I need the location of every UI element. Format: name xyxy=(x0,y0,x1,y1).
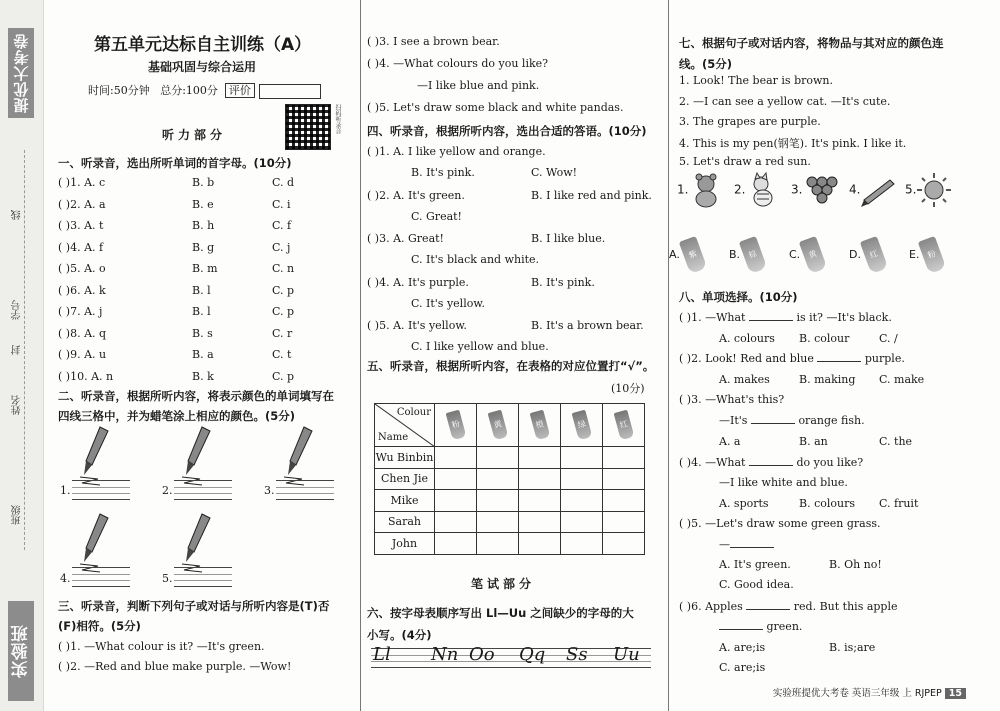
s1-option: C. r xyxy=(272,326,293,340)
s8-q5-option-c: C. Good idea. xyxy=(719,578,794,591)
colour-header: 红 xyxy=(603,404,645,447)
paint-tube-icon: 棕 xyxy=(739,236,768,274)
s4-option: C. I like yellow and blue. xyxy=(411,340,549,353)
s7-item: 1. Look! The bear is brown. xyxy=(679,74,833,87)
pic-pen: 4. xyxy=(849,172,896,208)
s4-option: C. It's black and white. xyxy=(411,253,540,266)
s8-q6-options: A. are;is B. is;are xyxy=(719,641,876,654)
s4-option: B. It's pink. xyxy=(531,275,595,289)
s7-item: 2. —I can see a yellow cat. —It's cute. xyxy=(679,95,891,108)
given-letter: Qq xyxy=(519,644,546,665)
pic-cat: 2. xyxy=(734,172,781,208)
s2-heading: 二、听录音，根据所听内容，将表示颜色的单词填写在 xyxy=(58,389,334,403)
s7-item: 3. The grapes are purple. xyxy=(679,115,821,128)
spine-label: 学号 xyxy=(12,300,23,320)
colour-tube-a: A. 紫 xyxy=(669,238,702,272)
s1-option: B. h xyxy=(192,219,215,232)
paint-tube-icon: 粉 xyxy=(918,236,947,274)
teddy-bear-icon xyxy=(688,172,724,208)
colour-header: 黄 xyxy=(477,404,519,447)
spine-label: 姓名 xyxy=(12,395,23,415)
s8-q3-options: A. a B. an C. the xyxy=(719,435,913,448)
s8-q3-line: —It's orange fish. xyxy=(719,414,865,427)
colour-tube-b: B. 棕 xyxy=(729,238,762,272)
s4-heading: 四、听录音，根据所听内容，选出合适的答语。(10分) xyxy=(367,124,647,138)
colour-tube-d: D. 红 xyxy=(849,238,883,272)
page-subtitle: 基础巩固与综合运用 xyxy=(148,60,257,74)
spine-label: 线 xyxy=(12,210,23,220)
given-letter: Uu xyxy=(613,644,640,665)
s8-q3: ( )3. —What's this? xyxy=(679,393,785,406)
s1-option: B. b xyxy=(192,176,215,189)
s1-option: C. p xyxy=(272,369,295,383)
alphabet-writing-line[interactable] xyxy=(371,648,651,668)
s1-question[interactable]: ( )4. A. f xyxy=(58,240,104,254)
s1-question[interactable]: ( )3. A. t xyxy=(58,219,104,232)
s1-question[interactable]: ( )6. A. k xyxy=(58,283,106,297)
column-1 xyxy=(52,0,342,711)
s5-heading: 五、听录音，根据所听内容，在表格的对应位置打“√”。 xyxy=(367,359,655,373)
s1-option: C. j xyxy=(272,240,291,254)
given-letter: Ss xyxy=(566,644,588,665)
s7-item: 4. This is my pen(钢笔). It's pink. I like it. xyxy=(679,137,907,150)
s8-q2: ( )2. Look! Red and blue purple. xyxy=(679,352,905,365)
pen-icon xyxy=(860,172,896,208)
s4-option: B. It's a brown bear. xyxy=(531,319,644,332)
s4-question[interactable]: ( )4. A. It's purple. xyxy=(367,275,469,289)
s8-q6-line: green. xyxy=(719,620,802,633)
colour-table xyxy=(374,403,645,555)
writing-line[interactable] xyxy=(72,480,130,500)
s1-question[interactable]: ( )9. A. u xyxy=(58,348,107,361)
s4-question[interactable]: ( )1. A. I like yellow and orange. xyxy=(367,145,546,158)
s1-question[interactable]: ( )5. A. o xyxy=(58,262,106,275)
pic-grapes: 3. xyxy=(791,172,838,208)
spine-brand: 提优大考卷 xyxy=(8,28,34,118)
s1-option: B. s xyxy=(192,326,213,340)
s1-option: B. l xyxy=(192,283,211,297)
crayon-icon xyxy=(78,512,118,574)
s1-option: C. p xyxy=(272,305,295,318)
written-section-title: 笔试部分 xyxy=(471,577,536,591)
cat-icon xyxy=(745,172,781,208)
colour-header: 橙 xyxy=(519,404,561,447)
paint-tube-icon: 黄 xyxy=(799,236,828,274)
s1-question[interactable]: ( )2. A. a xyxy=(58,197,106,211)
s8-heading: 八、单项选择。(10分) xyxy=(679,290,798,304)
eval-box[interactable] xyxy=(259,84,321,99)
s3-heading: 三、听录音，判断下列句子或对话与所听内容是(T)否 xyxy=(58,599,330,613)
s8-q6: ( )6. Apples red. But this apple xyxy=(679,600,898,613)
s4-option: B. I like red and pink. xyxy=(531,188,652,202)
s1-question[interactable]: ( )10. A. n xyxy=(58,369,114,383)
s8-q2-options: A. makes B. making C. make xyxy=(719,373,925,386)
column-2 xyxy=(360,0,655,711)
s1-option: B. e xyxy=(192,197,214,211)
s2-heading-2: 四线三格中，并为蜡笔涂上相应的颜色。(5分) xyxy=(58,409,296,423)
s8-q6-option-c: C. are;is xyxy=(719,661,766,674)
paint-tube-icon: 红 xyxy=(860,236,889,274)
s1-option: C. n xyxy=(272,262,295,275)
crayon-icon xyxy=(282,425,322,487)
colour-header: 粉 xyxy=(435,404,477,447)
crayon-num: 5. xyxy=(162,572,173,585)
writing-line[interactable] xyxy=(174,567,232,587)
s4-option: B. I like blue. xyxy=(531,232,606,245)
s8-q4: ( )4. —What do you like? xyxy=(679,456,864,469)
column-3 xyxy=(668,0,968,711)
s8-q4-line: —I like white and blue. xyxy=(719,476,848,489)
eval-label: 评价 xyxy=(225,83,255,98)
writing-line[interactable] xyxy=(276,480,334,500)
given-letter: Ll xyxy=(373,644,391,665)
s1-option: B. k xyxy=(192,369,214,383)
header-meta xyxy=(88,82,321,99)
s4-option: C. Wow! xyxy=(531,166,578,179)
time-limit: 时间:50分钟 xyxy=(88,84,150,97)
s3-item: ( )2. —Red and blue make purple. —Wow! xyxy=(58,660,292,673)
crayon-num: 3. xyxy=(264,484,275,497)
colour-tube-e: E. 粉 xyxy=(909,238,941,272)
crayon-num: 4. xyxy=(60,572,71,585)
s1-heading: 一、听录音，选出所听单词的首字母。(10分) xyxy=(58,156,292,170)
s6-heading-2: 小写。(4分) xyxy=(367,628,432,642)
s1-option: B. a xyxy=(192,348,214,361)
s3-heading-2: (F)相符。(5分) xyxy=(58,619,141,633)
s1-option: C. t xyxy=(272,348,292,361)
crayon-num: 1. xyxy=(60,484,71,497)
table-row: Sarah xyxy=(375,511,645,533)
s3-item: —I like blue and pink. xyxy=(417,79,540,92)
table-row: Mike xyxy=(375,490,645,512)
spine-label: 班级 xyxy=(12,505,23,525)
s7-item: 5. Let's draw a red sun. xyxy=(679,155,811,168)
table-row: John xyxy=(375,533,645,555)
s1-question[interactable]: ( )1. A. c xyxy=(58,176,106,189)
pic-sun: 5. xyxy=(905,172,952,208)
table-row: Wu Binbin xyxy=(375,447,645,469)
given-letter: Nn xyxy=(431,644,459,665)
s1-option: C. i xyxy=(272,197,291,211)
s4-option: C. It's yellow. xyxy=(411,296,485,310)
s8-q5: ( )5. —Let's draw some green grass. xyxy=(679,517,881,530)
s3-item: ( )5. Let's draw some black and white pandas. xyxy=(367,101,624,114)
s7-heading-2: 线。(5分) xyxy=(679,57,733,71)
s8-q1: ( )1. —What is it? —It's black. xyxy=(679,311,892,324)
s4-option: B. It's pink. xyxy=(411,166,475,179)
crayon-icon xyxy=(78,425,118,487)
colour-header: 绿 xyxy=(561,404,603,447)
spine-brand-bottom: 实验班 xyxy=(8,601,34,701)
spine-label: 封 xyxy=(12,345,23,355)
s1-option: C. p xyxy=(272,283,295,297)
s6-heading: 六、按字母表顺序写出 Ll—Uu 之间缺少的字母的大 xyxy=(367,606,634,620)
s3-item: ( )1. —What colour is it? —It's green. xyxy=(58,640,265,653)
s8-q1-options: A. colours B. colour C. / xyxy=(719,332,898,345)
s1-option: C. d xyxy=(272,176,295,189)
table-corner xyxy=(375,404,435,447)
page-number: 15 xyxy=(945,688,966,699)
s1-option: C. f xyxy=(272,219,292,232)
pic-bear: 1. xyxy=(677,172,724,208)
s8-q4-options: A. sports B. colours C. fruit xyxy=(719,497,919,510)
s1-question[interactable]: ( )7. A. j xyxy=(58,305,103,318)
sun-icon xyxy=(916,172,952,208)
binding-spine xyxy=(0,0,44,711)
s1-option: B. g xyxy=(192,240,215,254)
qr-note: 扫码听录音 xyxy=(334,104,341,134)
s3-item: ( )3. I see a brown bear. xyxy=(367,35,500,48)
corner-colour: Colour xyxy=(396,407,431,418)
writing-line[interactable] xyxy=(72,567,130,587)
paint-tube-icon: 紫 xyxy=(679,236,708,274)
grapes-icon xyxy=(802,172,838,208)
s5-score: (10分) xyxy=(611,382,645,395)
s1-option: B. l xyxy=(192,305,211,318)
s7-heading: 七、根据句子或对话内容，将物品与其对应的颜色连 xyxy=(679,36,944,50)
crayon-num: 2. xyxy=(162,484,173,497)
corner-name: Name xyxy=(378,432,409,443)
qr-code-icon[interactable] xyxy=(285,104,331,150)
total-score: 总分:100分 xyxy=(160,84,218,97)
s1-question[interactable]: ( )8. A. q xyxy=(58,326,107,340)
s8-q5-options: A. It's green. B. Oh no! xyxy=(719,558,882,571)
page-title: 第五单元达标自主训练（A） xyxy=(94,35,312,55)
given-letter: Oo xyxy=(469,644,495,665)
crayon-icon xyxy=(180,425,220,487)
s1-option: B. m xyxy=(192,262,218,275)
listening-section-title: 听力部分 xyxy=(162,128,227,142)
s8-q5-line: — xyxy=(719,538,774,551)
s4-question[interactable]: ( )2. A. It's green. xyxy=(367,188,465,202)
s4-question[interactable]: ( )5. A. It's yellow. xyxy=(367,319,467,332)
s4-question[interactable]: ( )3. A. Great! xyxy=(367,232,444,245)
s3-item: ( )4. —What colours do you like? xyxy=(367,57,549,70)
crayon-icon xyxy=(180,512,220,574)
colour-tube-c: C. 黄 xyxy=(789,238,822,272)
page-footer: 实验班提优大考卷 英语三年级 上 RJPEP 15 xyxy=(773,685,966,699)
table-row: Chen Jie xyxy=(375,468,645,490)
writing-line[interactable] xyxy=(174,480,232,500)
s4-option: C. Great! xyxy=(411,209,462,223)
